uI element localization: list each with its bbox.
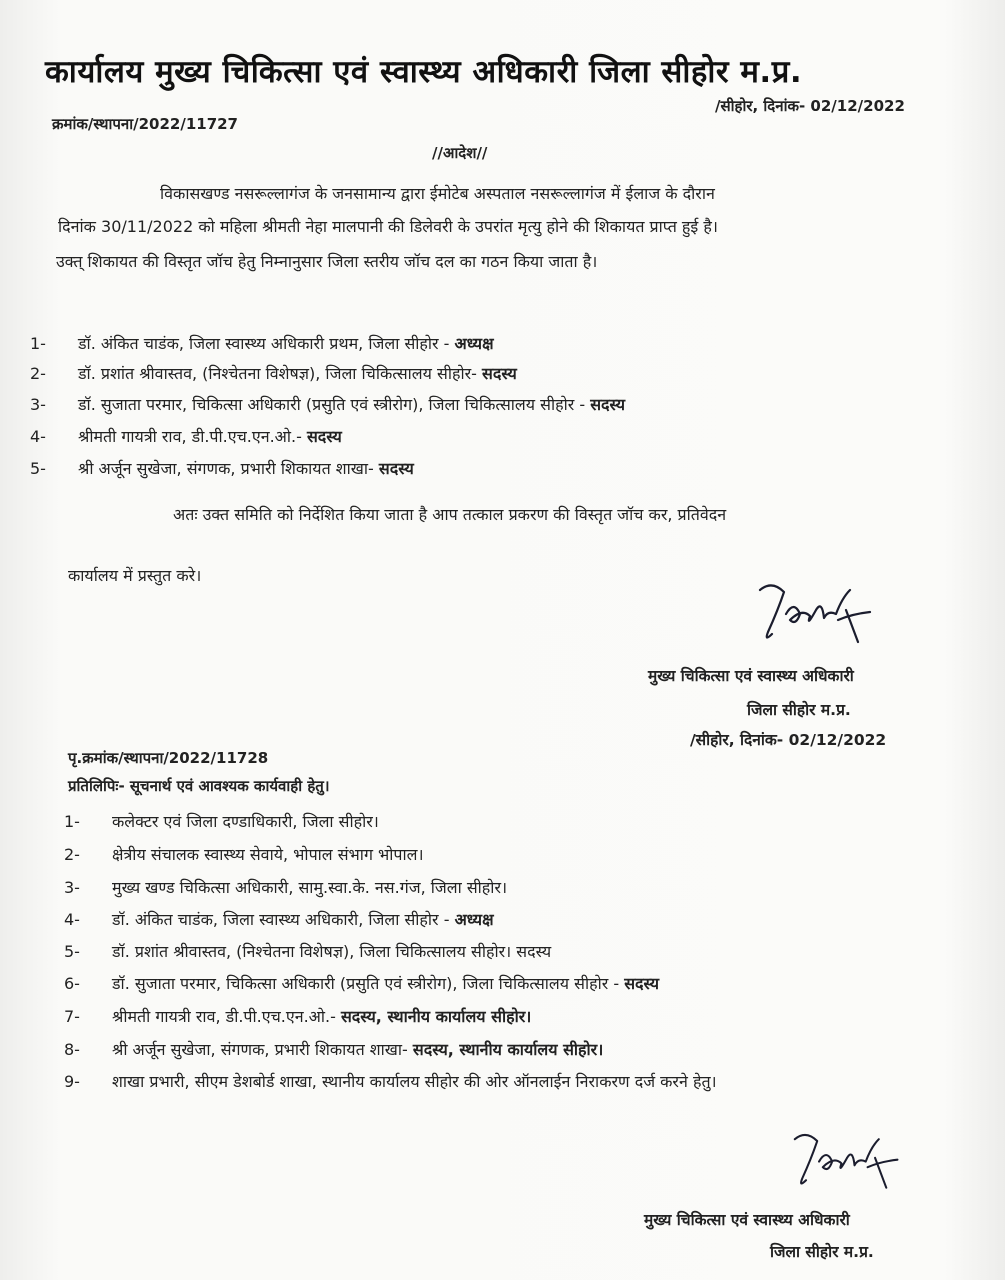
copy-ref-number: पृ.क्रमांक/स्थापना/2022/11728 bbox=[68, 749, 269, 767]
para1-line1: विकासखण्ड नसरूल्लागंज के जनसामान्य द्वारा ईमोटेब अस्पताल नसरूल्लागंज में ईलाज के दौरान bbox=[160, 184, 715, 203]
copy-item bbox=[64, 908, 494, 930]
copy-item bbox=[64, 876, 507, 898]
item-number: 2- bbox=[64, 845, 80, 864]
para1-line3: उक्त् शिकायत की विस्तृत जॉच हेतु निम्नानुसार जिला स्तरीय जॉच दल का गठन किया जाता है। bbox=[56, 252, 598, 271]
copy-item bbox=[64, 1005, 531, 1027]
order-place-date: /सीहोर, दिनांक- 02/12/2022 bbox=[715, 97, 905, 115]
item-text: क्षेत्रीय संचालक स्वास्थ्य सेवाये, भोपाल संभाग भोपाल। bbox=[112, 845, 424, 864]
item-role: अध्यक्ष bbox=[454, 334, 494, 353]
item-text: डॉ. प्रशांत श्रीवास्तव, (निश्चेतना विशेषज्ञ), जिला चिकित्सालय सीहोर। सदस्य bbox=[112, 942, 552, 961]
item-number: 9- bbox=[64, 1072, 80, 1091]
item-text: श्रीमती गायत्री राव, डी.पी.एच.एन.ओ.- bbox=[78, 427, 307, 446]
signer-place-date: /सीहोर, दिनांक- 02/12/2022 bbox=[690, 731, 887, 749]
signer-designation: मुख्य चिकित्सा एवं स्वास्थ्य अधिकारी bbox=[648, 667, 854, 685]
copy-item bbox=[64, 843, 424, 865]
item-text: श्री अर्जून सुखेजा, संगणक, प्रभारी शिकायत शाखा- bbox=[78, 459, 379, 478]
item-role: अध्यक्ष bbox=[454, 910, 494, 929]
item-text: मुख्य खण्ड चिकित्सा अधिकारी, सामु.स्वा.के. नस.गंज, जिला सीहोर। bbox=[112, 878, 508, 897]
item-text: डॉ. अंकित चाडंक, जिला स्वास्थ्य अधिकारी प्रथम, जिला सीहोर - bbox=[78, 334, 455, 353]
item-role: सदस्य, स्थानीय कार्यालय सीहोर। bbox=[340, 1007, 532, 1026]
item-text: डॉ. सुजाता परमार, चिकित्सा अधिकारी (प्रसुति एवं स्त्रीरोग), जिला चिकित्सालय सीहोर - bbox=[112, 974, 625, 993]
item-number: 2- bbox=[30, 364, 46, 383]
copy-item bbox=[64, 810, 379, 832]
signer-district: जिला सीहोर म.प्र. bbox=[747, 701, 851, 719]
item-number: 4- bbox=[64, 910, 80, 929]
item-number: 8- bbox=[64, 1040, 80, 1059]
signature-image bbox=[778, 1120, 918, 1205]
copy-heading: प्रतिलिपिः- सूचनार्थ एवं आवश्यक कार्यवाही हेतु। bbox=[68, 777, 330, 795]
item-text: श्री अर्जून सुखेजा, संगणक, प्रभारी शिकायत शाखा- bbox=[112, 1040, 413, 1059]
copy-item bbox=[64, 972, 659, 994]
signer-district: जिला सीहोर म.प्र. bbox=[770, 1243, 874, 1261]
item-number: 7- bbox=[64, 1007, 80, 1026]
item-role: सदस्य bbox=[482, 364, 517, 383]
item-role: सदस्य bbox=[306, 427, 342, 446]
committee-item bbox=[30, 332, 494, 354]
item-role: सदस्य bbox=[378, 459, 414, 478]
item-text: श्रीमती गायत्री राव, डी.पी.एच.एन.ओ.- bbox=[112, 1007, 341, 1026]
item-number: 5- bbox=[64, 942, 80, 961]
item-number: 4- bbox=[30, 427, 46, 446]
committee-item bbox=[30, 362, 517, 384]
order-number: क्रमांक/स्थापना/2022/11727 bbox=[52, 115, 238, 133]
copy-item bbox=[64, 940, 551, 962]
item-number: 1- bbox=[64, 812, 80, 831]
item-role: सदस्य bbox=[624, 974, 660, 993]
copy-item bbox=[64, 1038, 603, 1060]
committee-item bbox=[30, 457, 414, 479]
signature-image bbox=[742, 570, 892, 660]
committee-item bbox=[30, 425, 342, 447]
item-text: डॉ. प्रशांत श्रीवास्तव, (निश्चेतना विशेषज्ञ), जिला चिकित्सालय सीहोर- bbox=[78, 364, 483, 383]
item-text: कलेक्टर एवं जिला दण्डाधिकारी, जिला सीहोर। bbox=[112, 812, 379, 831]
item-number: 5- bbox=[30, 459, 46, 478]
item-role: सदस्य, स्थानीय कार्यालय सीहोर। bbox=[412, 1040, 604, 1059]
item-number: 1- bbox=[30, 334, 46, 353]
item-number: 6- bbox=[64, 974, 80, 993]
item-role: सदस्य bbox=[590, 395, 626, 414]
para1-line2: दिनांक 30/11/2022 को महिला श्रीमती नेहा मालपानी की डिलेवरी के उपरांत मृत्यु होने की शिकायत प्राप्त हुई है। bbox=[58, 217, 718, 236]
item-text: डॉ. सुजाता परमार, चिकित्सा अधिकारी (प्रसुति एवं स्त्रीरोग), जिला चिकित्सालय सीहोर - bbox=[78, 395, 591, 414]
item-number: 3- bbox=[64, 878, 80, 897]
committee-item bbox=[30, 393, 625, 415]
item-text: डॉ. अंकित चाडंक, जिला स्वास्थ्य अधिकारी, जिला सीहोर - bbox=[112, 910, 455, 929]
para2-line1: अतः उक्त समिति को निर्देशित किया जाता है आप तत्काल प्रकरण की विस्तृत जॉच कर, प्रतिवेदन bbox=[173, 505, 727, 524]
item-text: शाखा प्रभारी, सीएम डेशबोर्ड शाखा, स्थानीय कार्यालय सीहोर की ओर ऑनलाईन निराकरण दर्ज करने हेतु। bbox=[112, 1072, 717, 1091]
signer-designation: मुख्य चिकित्सा एवं स्वास्थ्य अधिकारी bbox=[644, 1211, 850, 1229]
office-title: कार्यालय मुख्य चिकित्सा एवं स्वास्थ्य अधिकारी जिला सीहोर म.प्र. bbox=[45, 54, 803, 90]
order-heading: //आदेश// bbox=[432, 144, 488, 162]
copy-item bbox=[64, 1070, 717, 1092]
para2-line2: कार्यालय में प्रस्तुत करे। bbox=[68, 566, 202, 585]
item-number: 3- bbox=[30, 395, 46, 414]
